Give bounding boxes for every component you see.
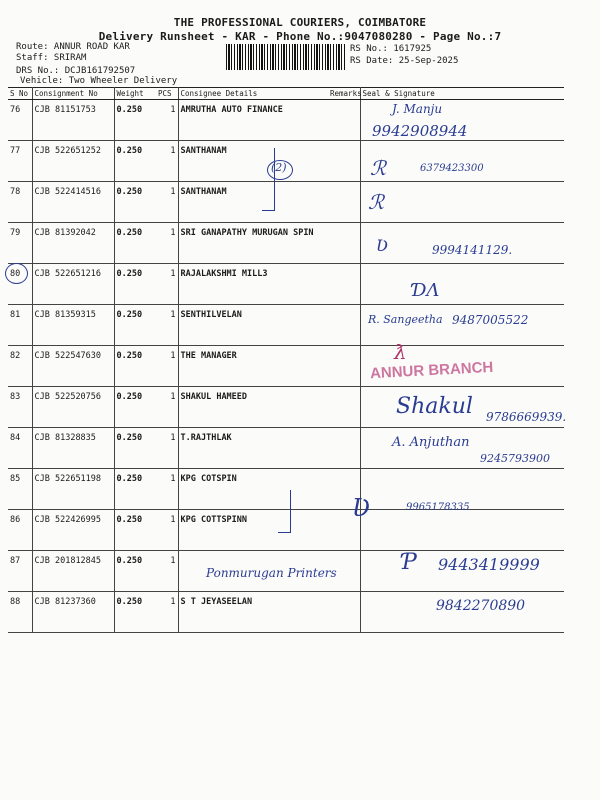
- cell-pcs: 1: [156, 469, 178, 510]
- signature-86-phone: 9965178335: [406, 502, 470, 513]
- cell-sno: 83: [8, 387, 32, 428]
- col-header-weight: Weight: [114, 88, 156, 100]
- cell-weight: 0.250: [114, 264, 156, 305]
- cell-signature: [360, 264, 564, 305]
- signature-78-initial: ℛ: [368, 190, 384, 214]
- cell-consignee: AMRUTHA AUTO FINANCE: [178, 100, 328, 141]
- cell-consignment: CJB 522426995: [32, 510, 114, 551]
- cell-remarks: [328, 387, 360, 428]
- cell-weight: 0.250: [114, 346, 156, 387]
- cell-consignee: KPG COTTSPINN: [178, 510, 328, 551]
- page-subtitle: Delivery Runsheet - KAR - Phone No.:9047080280 - Page No.:7: [98, 30, 502, 43]
- cell-weight: 0.250: [114, 223, 156, 264]
- signature-87-scrawl: Ƥ: [402, 550, 417, 575]
- cell-sno: 78: [8, 182, 32, 223]
- signature-86-scrawl: Ʋ: [352, 494, 371, 522]
- cell-consignment: CJB 522547630: [32, 346, 114, 387]
- cell-consignment: CJB 522651252: [32, 141, 114, 182]
- cell-sno: 81: [8, 305, 32, 346]
- cell-weight: 0.250: [114, 141, 156, 182]
- cell-signature: [360, 182, 564, 223]
- cell-weight: 0.250: [114, 182, 156, 223]
- table-row: [8, 182, 564, 223]
- cell-consignee: SHAKUL HAMEED: [178, 387, 328, 428]
- cell-remarks: [328, 305, 360, 346]
- table-row: [8, 264, 564, 305]
- cell-weight: 0.250: [114, 592, 156, 633]
- cell-weight: 0.250: [114, 428, 156, 469]
- cell-sno: 79: [8, 223, 32, 264]
- cell-consignment: CJB 522651198: [32, 469, 114, 510]
- cell-remarks: [328, 346, 360, 387]
- route-label: Route: ANNUR ROAD KAR: [16, 42, 130, 52]
- signature-81-phone: 9487005522: [452, 313, 529, 327]
- consignee-87-handwritten: Ponmurugan Printers: [206, 566, 337, 580]
- col-header-consignee: Consignee Details: [178, 88, 328, 100]
- cell-consignee: SENTHILVELAN: [178, 305, 328, 346]
- cell-pcs: 1: [156, 264, 178, 305]
- cell-remarks: [328, 141, 360, 182]
- signature-83-name: Shakul: [396, 394, 473, 419]
- col-header-signature: Seal & Signature: [360, 88, 564, 100]
- cell-consignment: CJB 201812845: [32, 551, 114, 592]
- signature-77-initial: ℛ: [370, 156, 386, 180]
- cell-consignee: KPG COTSPIN: [178, 469, 328, 510]
- cell-consignment: CJB 81151753: [32, 100, 114, 141]
- cell-sno: 87: [8, 551, 32, 592]
- cell-consignment: CJB 522520756: [32, 387, 114, 428]
- signature-88-phone: 9842270890: [436, 598, 526, 614]
- signature-76-phone: 9942908944: [372, 122, 468, 140]
- cell-weight: 0.250: [114, 469, 156, 510]
- cell-remarks: [328, 100, 360, 141]
- cell-consignee: T.RAJTHLAK: [178, 428, 328, 469]
- col-header-pcs: PCS: [156, 88, 178, 100]
- cell-pcs: 1: [156, 551, 178, 592]
- signature-80-scrawl: ƊɅ: [412, 280, 440, 301]
- signature-79-scrawl: Ʋ: [376, 236, 389, 255]
- rs-number: RS No.: 1617925: [350, 44, 432, 54]
- cell-signature: [360, 510, 564, 551]
- cell-sno: 86: [8, 510, 32, 551]
- cell-pcs: 1: [156, 141, 178, 182]
- cell-sno: 82: [8, 346, 32, 387]
- table-header-row: [8, 88, 564, 100]
- cell-pcs: 1: [156, 223, 178, 264]
- table-row: [8, 100, 564, 141]
- signature-84-name: A. Anjuthan: [392, 435, 470, 450]
- cell-consignment: CJB 81392042: [32, 223, 114, 264]
- cell-pcs: 1: [156, 346, 178, 387]
- table-row: [8, 387, 564, 428]
- cell-pcs: 1: [156, 592, 178, 633]
- cell-consignment: CJB 81359315: [32, 305, 114, 346]
- cell-pcs: 1: [156, 428, 178, 469]
- signature-76-name: J. Manju: [392, 102, 443, 116]
- cell-sno: 76: [8, 100, 32, 141]
- cell-remarks: [328, 592, 360, 633]
- cell-consignee: SANTHANAM: [178, 182, 328, 223]
- cell-consignment: CJB 81237360: [32, 592, 114, 633]
- cell-remarks: [328, 223, 360, 264]
- bracket-mark-77-78: [262, 148, 275, 211]
- cell-remarks: [328, 428, 360, 469]
- cell-sno: 85: [8, 469, 32, 510]
- signature-84-phone: 9245793900: [480, 452, 550, 465]
- cell-signature: [360, 141, 564, 182]
- cell-sno: 80: [8, 264, 32, 305]
- cell-consignee: SRI GANAPATHY MURUGAN SPIN: [178, 223, 328, 264]
- barcode: [226, 44, 346, 70]
- col-header-consignment: Consignment No: [32, 88, 114, 100]
- cell-pcs: 1: [156, 305, 178, 346]
- signature-81-name: R. Sangeetha: [368, 313, 443, 326]
- signature-82-scrawl: ƛ: [394, 340, 407, 364]
- rs-date: RS Date: 25-Sep-2025: [350, 56, 459, 66]
- cell-consignment: CJB 522651216: [32, 264, 114, 305]
- cell-consignee: S T JEYASEELAN: [178, 592, 328, 633]
- cell-pcs: 1: [156, 182, 178, 223]
- cell-weight: 0.250: [114, 100, 156, 141]
- cell-pcs: 1: [156, 510, 178, 551]
- cell-consignment: CJB 81328835: [32, 428, 114, 469]
- cell-sno: 77: [8, 141, 32, 182]
- count-mark-77: (2): [271, 161, 287, 174]
- cell-consignee: RAJALAKSHMI MILL3: [178, 264, 328, 305]
- branch-stamp: ANNUR BRANCH: [369, 358, 494, 383]
- vehicle-label: Vehicle: Two Wheeler Delivery: [20, 76, 178, 86]
- drs-label: DRS No.: DCJB161792507: [16, 66, 136, 76]
- signature-87-phone: 9443419999: [438, 555, 540, 574]
- col-header-remarks: Remarks: [330, 89, 362, 98]
- cell-remarks: [328, 264, 360, 305]
- cell-weight: 0.250: [114, 510, 156, 551]
- cell-sno: 84: [8, 428, 32, 469]
- cell-pcs: 1: [156, 387, 178, 428]
- cell-remarks: [328, 182, 360, 223]
- signature-83-phone: 9786669939.: [486, 410, 567, 424]
- cell-sno: 88: [8, 592, 32, 633]
- cell-weight: 0.250: [114, 551, 156, 592]
- cell-weight: 0.250: [114, 387, 156, 428]
- cell-consignment: CJB 522414516: [32, 182, 114, 223]
- staff-label: Staff: SRIRAM: [16, 53, 87, 63]
- signature-79-phone: 9994141129.: [432, 243, 513, 257]
- page-title: THE PROFESSIONAL COURIERS, COIMBATORE: [173, 16, 427, 29]
- cell-weight: 0.250: [114, 305, 156, 346]
- col-header-sno: S No: [8, 88, 32, 100]
- signature-77-phone: 6379423300: [420, 163, 484, 174]
- cell-consignee: THE MANAGER: [178, 346, 328, 387]
- bracket-mark-85-86: [278, 490, 291, 533]
- circled-serial-80: [5, 263, 28, 284]
- cell-consignee: SANTHANAM: [178, 141, 328, 182]
- cell-pcs: 1: [156, 100, 178, 141]
